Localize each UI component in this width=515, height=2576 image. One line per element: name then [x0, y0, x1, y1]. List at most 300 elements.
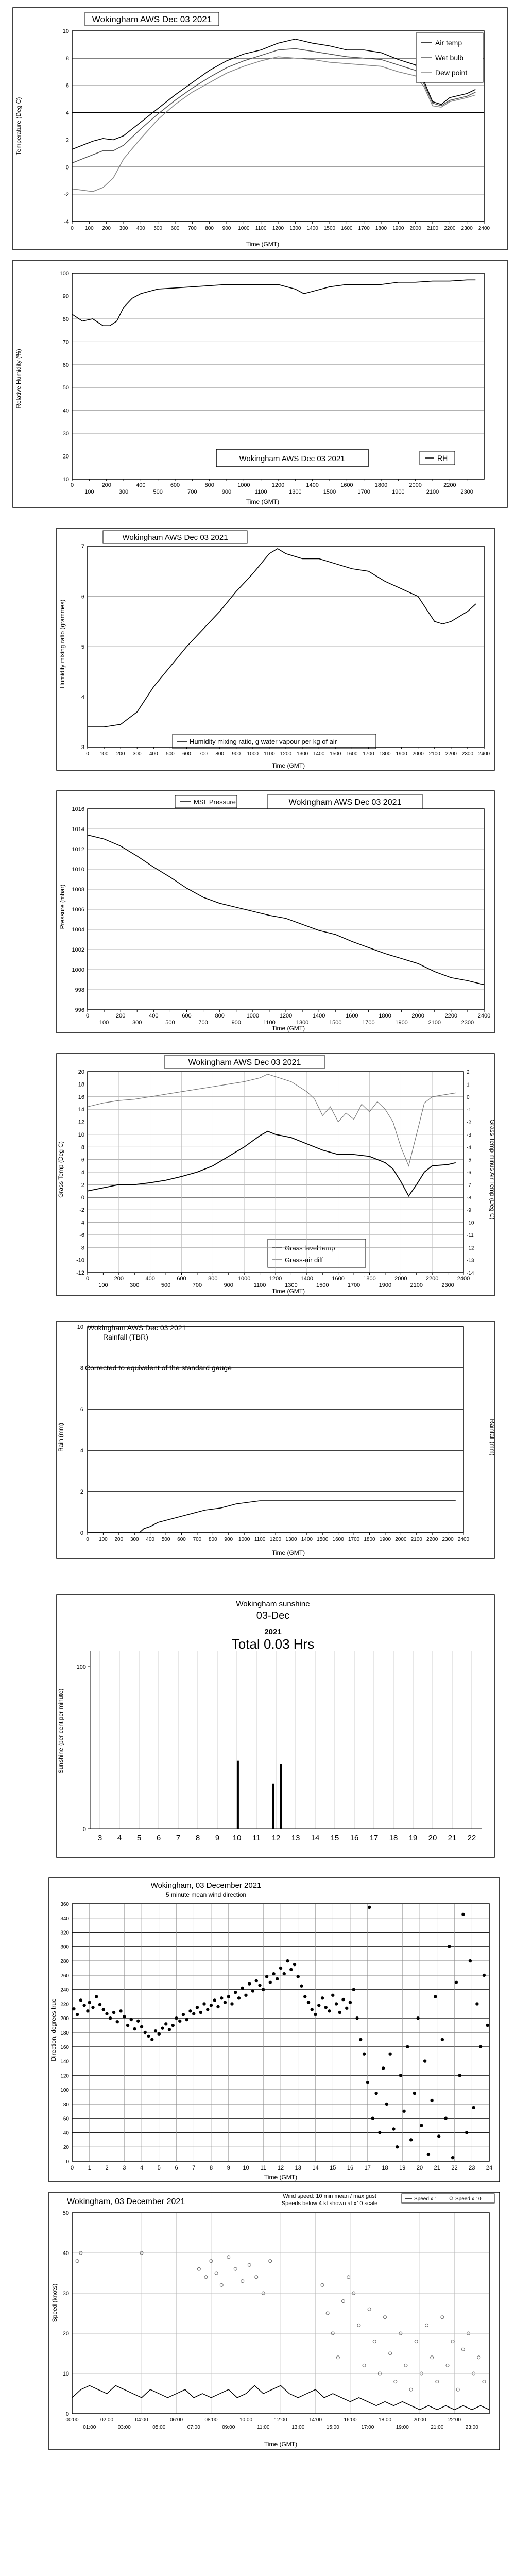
x-tick-label: 1300 [296, 1020, 309, 1026]
x-tick-label: 800 [208, 1276, 218, 1282]
y-tick-label: 220 [60, 2002, 69, 2008]
direction-point [185, 2018, 188, 2021]
x-tick-label: 1800 [364, 1537, 375, 1543]
x-tick-label: 1300 [289, 489, 302, 495]
x-tick-label: 2200 [425, 1276, 439, 1282]
y-tick-label: 280 [60, 1959, 69, 1965]
y-tick-label: 200 [60, 2016, 69, 2022]
x-tick-label: 1600 [332, 1537, 344, 1543]
direction-point [479, 2045, 482, 2048]
direction-point [227, 1995, 230, 1998]
x-tick-label: 7 [176, 1834, 181, 1842]
x-tick-label: 200 [101, 482, 111, 488]
x-tick-label: 900 [221, 489, 232, 495]
x-tick-label: 6 [156, 1834, 161, 1842]
y-tick-label: 10 [78, 1131, 84, 1138]
x-axis-label: Time (GMT) [264, 2441, 298, 2448]
x-tick-label: 1800 [375, 226, 387, 231]
direction-point [279, 1967, 282, 1970]
x-tick-label: 1300 [289, 226, 301, 231]
x-tick-label: 16 [350, 1834, 359, 1842]
direction-point [79, 1998, 82, 2002]
x-tick-label: 1600 [346, 751, 358, 757]
x-tick-label: 2300 [460, 489, 473, 495]
y-tick-label: 4 [81, 1170, 84, 1176]
direction-point [469, 1959, 472, 1962]
direction-point [136, 2020, 140, 2023]
x-tick-label: 19:00 [396, 2425, 409, 2430]
x-tick-label: 400 [149, 1013, 159, 1019]
x-tick-label: 1200 [272, 226, 284, 231]
x-tick-label: 2100 [410, 1282, 423, 1289]
y-tick-label: 996 [75, 1007, 84, 1013]
x-tick-label: 500 [153, 226, 163, 231]
x-tick-label: 1900 [392, 489, 405, 495]
x-tick-label: 19 [399, 2165, 406, 2171]
chart-date: 03-Dec [256, 1610, 290, 1621]
legend-mixing-ratio: Humidity mixing ratio, g water vapour per kg of air [190, 738, 337, 745]
direction-point [175, 2016, 178, 2020]
y-tick-label: 8 [65, 55, 69, 62]
direction-point [286, 1959, 289, 1962]
x-tick-label: 1400 [306, 482, 319, 488]
direction-point [331, 1994, 334, 1997]
y-right-tick-label: -1 [467, 1107, 471, 1113]
x-tick-label: 07:00 [187, 2425, 200, 2430]
direction-point [196, 2006, 199, 2009]
pressure-chart [0, 788, 515, 1036]
chart-title: Wokingham, 03 December 2021 [150, 1881, 262, 1890]
x-tick-label: 2000 [409, 482, 422, 488]
x-tick-label: 1200 [271, 482, 285, 488]
mixing-ratio-chart [0, 526, 515, 773]
x-tick-label: 0 [86, 1537, 89, 1543]
y-tick-label: 2 [81, 1182, 84, 1189]
y-tick-label: 8 [80, 1365, 83, 1371]
mixing-ratio-panel [0, 526, 515, 773]
x-tick-label: 20 [416, 2165, 423, 2171]
direction-point [248, 1982, 251, 1985]
direction-point [244, 1994, 247, 1997]
direction-point [363, 2052, 366, 2055]
y-tick-label: -4 [79, 1219, 84, 1226]
x-tick-label: 100 [84, 489, 94, 495]
x-tick-label: 1500 [317, 1537, 329, 1543]
direction-point [144, 2031, 147, 2034]
direction-point [388, 2052, 391, 2055]
direction-point [359, 2038, 362, 2041]
x-tick-label: 1400 [301, 1537, 313, 1543]
x-tick-label: 4 [140, 2165, 144, 2171]
y-tick-label: 0 [66, 2159, 69, 2165]
legend-grass-air-diff: Grass-air diff [285, 1256, 323, 1264]
direction-point [76, 2013, 79, 2016]
direction-point [423, 2059, 426, 2062]
direction-point [451, 2156, 454, 2159]
y-tick-label: 360 [60, 1902, 69, 1907]
x-tick-label: 1500 [329, 1020, 342, 1026]
y-tick-label: 1010 [72, 867, 84, 873]
direction-point [154, 2029, 157, 2032]
y-tick-label: -2 [79, 1207, 84, 1214]
chart-border [13, 260, 507, 507]
x-tick-label: 2300 [442, 1537, 454, 1543]
y-tick-label: 40 [62, 408, 69, 414]
y-tick-label: 120 [60, 2073, 69, 2079]
direction-point [437, 2134, 440, 2138]
x-tick-label: 06:00 [169, 2417, 183, 2423]
y-tick-label: 998 [75, 987, 84, 993]
x-tick-label: 21 [434, 2165, 440, 2171]
y-tick-label: 20 [78, 1069, 84, 1075]
x-tick-label: 08:00 [204, 2417, 218, 2423]
y-right-tick-label: -9 [467, 1208, 471, 1214]
direction-point [150, 2038, 153, 2041]
y-axis-label: Temperature (Deg C) [15, 97, 22, 156]
x-tick-label: 600 [170, 226, 180, 231]
x-tick-label: 2400 [457, 1537, 470, 1543]
x-tick-label: 1600 [341, 226, 353, 231]
direction-point [448, 1945, 451, 1948]
x-tick-label: 900 [224, 1282, 233, 1289]
x-tick-label: 1800 [379, 1013, 391, 1019]
direction-point [251, 1989, 254, 1992]
y-tick-label: 6 [65, 82, 69, 89]
x-tick-label: 22 [467, 1834, 476, 1842]
direction-point [430, 2099, 433, 2102]
direction-point [258, 1984, 261, 1987]
y-tick-label: -10 [76, 1257, 84, 1264]
y-right-tick-label: -10 [467, 1220, 474, 1226]
x-tick-label: 1200 [269, 1537, 282, 1543]
y-tick-label: 20 [62, 453, 69, 460]
y-right-tick-label: -5 [467, 1157, 471, 1163]
y-tick-label: 50 [62, 385, 69, 392]
y-tick-label: 1014 [72, 826, 84, 833]
humidity-panel [0, 258, 515, 510]
x-tick-label: 2100 [426, 489, 439, 495]
y-tick-label: 40 [63, 2130, 69, 2137]
x-tick-label: 15 [330, 1834, 339, 1842]
x-tick-label: 2400 [478, 226, 490, 231]
x-tick-label: 2100 [428, 1020, 441, 1026]
x-axis-label: Time (GMT) [264, 2174, 298, 2181]
grass-temp-chart [0, 1051, 515, 1298]
direction-point [105, 2012, 108, 2015]
x-tick-label: 1700 [363, 751, 374, 757]
y-right-tick-label: -7 [467, 1182, 471, 1189]
x-tick-label: 500 [165, 1020, 175, 1026]
direction-point [206, 2008, 209, 2011]
x-tick-label: 7 [192, 2165, 196, 2171]
chart-annotation: Corrected to equivalent of the standard gauge [85, 1364, 232, 1372]
x-tick-label: 3 [123, 2165, 126, 2171]
x-tick-label: 1700 [358, 226, 370, 231]
x-tick-label: 00:00 [65, 2417, 79, 2423]
direction-point [272, 1972, 275, 1975]
x-tick-label: 22 [451, 2165, 458, 2171]
y-tick-label: 180 [60, 2030, 69, 2036]
direction-point [335, 2002, 338, 2005]
direction-point [349, 2001, 352, 2004]
x-tick-label: 600 [182, 751, 191, 757]
x-tick-label: 20:00 [413, 2417, 426, 2423]
y-tick-label: 80 [62, 316, 69, 323]
y-tick-label: 20 [63, 2145, 69, 2151]
direction-point [202, 2002, 205, 2005]
x-tick-label: 18:00 [378, 2417, 392, 2423]
y-tick-label: -4 [64, 219, 69, 225]
direction-point [216, 2005, 219, 2008]
direction-point [230, 2002, 233, 2005]
direction-point [475, 2002, 478, 2005]
x-tick-label: 300 [130, 1282, 140, 1289]
x-tick-label: 500 [161, 1537, 170, 1543]
y-tick-label: 4 [81, 694, 84, 701]
x-tick-label: 13:00 [291, 2425, 305, 2430]
x-tick-label: 1900 [392, 226, 404, 231]
direction-point [345, 2007, 348, 2010]
direction-point [382, 2066, 385, 2070]
x-tick-label: 100 [99, 1020, 109, 1026]
y-tick-label: 10 [62, 477, 69, 483]
direction-point [171, 2024, 175, 2027]
y-right-tick-label: -3 [467, 1132, 471, 1138]
x-tick-label: 1700 [362, 1020, 375, 1026]
x-tick-label: 900 [224, 1537, 233, 1543]
direction-point [276, 1977, 279, 1980]
x-tick-label: 900 [232, 751, 241, 757]
x-tick-label: 2000 [412, 751, 424, 757]
y-tick-label: 1004 [72, 927, 84, 933]
direction-point [140, 2025, 143, 2028]
direction-point [311, 2008, 314, 2011]
x-axis-label: Time (GMT) [246, 241, 280, 248]
direction-point [461, 1913, 465, 1916]
direction-point [158, 2032, 161, 2036]
x-tick-label: 300 [119, 226, 128, 231]
y-tick-label: 10 [62, 2371, 69, 2377]
x-tick-label: 18 [382, 2165, 388, 2171]
direction-point [126, 2024, 129, 2027]
direction-point [303, 1995, 306, 1998]
x-tick-label: 700 [193, 1537, 202, 1543]
legend-rh: RH [437, 454, 448, 462]
grass-temp-panel [0, 1051, 515, 1298]
direction-point [317, 2004, 320, 2007]
legend-grass-level-temp: Grass level temp [285, 1244, 335, 1252]
direction-point [241, 1987, 244, 1990]
y-tick-label: 16 [78, 1094, 84, 1100]
y-tick-label: 14 [78, 1107, 84, 1113]
x-tick-label: 400 [136, 226, 145, 231]
y-tick-label: -8 [79, 1245, 84, 1251]
y-axis-label: Direction, degrees true [50, 1998, 57, 2061]
x-tick-label: 24 [486, 2165, 493, 2171]
y-tick-label: 300 [60, 1944, 69, 1951]
x-tick-label: 1300 [285, 1282, 298, 1289]
chart-title: Wokingham AWS Dec 03 2021 [88, 1324, 186, 1332]
temperature-panel [0, 5, 515, 252]
x-tick-label: 1000 [246, 1013, 260, 1019]
x-tick-label: 2100 [410, 1537, 422, 1543]
y-tick-label: 12 [78, 1119, 84, 1126]
x-tick-label: 1200 [279, 1013, 293, 1019]
y-tick-label: 50 [62, 2210, 69, 2216]
chart-subtitle-2: Speeds below 4 kt shown at x10 scale [281, 2200, 378, 2207]
x-tick-label: 01:00 [83, 2425, 96, 2430]
x-axis-label: Time (GMT) [271, 762, 305, 769]
x-tick-label: 0 [71, 226, 74, 231]
y-right-tick-label: -6 [467, 1170, 471, 1176]
x-tick-label: 1400 [306, 226, 318, 231]
x-tick-label: 500 [166, 751, 175, 757]
y-axis-label: Sunshine (per cent per minute) [57, 1688, 64, 1774]
chart-border [57, 1321, 494, 1558]
x-tick-label: 22:00 [448, 2417, 461, 2423]
direction-point [199, 2011, 202, 2014]
direction-point [399, 2074, 402, 2077]
y-tick-label: 90 [62, 293, 69, 300]
chart-total: Total 0.03 Hrs [231, 1636, 315, 1652]
x-tick-label: 16:00 [344, 2417, 357, 2423]
y-right-tick-label: 2 [467, 1070, 470, 1075]
direction-point [441, 2038, 444, 2041]
x-tick-label: 1900 [396, 751, 407, 757]
y-tick-label: 340 [60, 1916, 69, 1922]
x-tick-label: 100 [99, 1537, 108, 1543]
x-tick-label: 1500 [323, 226, 336, 231]
x-tick-label: 2400 [478, 751, 490, 757]
pressure-panel [0, 788, 515, 1036]
x-tick-label: 600 [182, 1013, 192, 1019]
x-tick-label: 800 [208, 1537, 217, 1543]
chart-subtitle: Wind speed: 10 min mean / max gust [283, 2193, 376, 2199]
legend-speed-x10: Speed x 10 [455, 2196, 482, 2202]
x-tick-label: 09:00 [222, 2425, 235, 2430]
direction-point [366, 2081, 369, 2084]
y-tick-label: 0 [82, 1826, 86, 1833]
x-tick-label: 2200 [445, 751, 457, 757]
chart-title: Wokingham sunshine [236, 1600, 310, 1608]
direction-point [352, 1988, 355, 1991]
direction-point [392, 2127, 395, 2130]
y-axis-label: Speed (knots) [51, 2283, 58, 2323]
x-tick-label: 2300 [461, 751, 474, 757]
x-tick-label: 200 [115, 1013, 126, 1019]
x-tick-label: 1500 [330, 751, 341, 757]
x-tick-label: 23:00 [465, 2425, 478, 2430]
direction-point [82, 2004, 85, 2007]
direction-point [178, 2020, 181, 2023]
x-axis-label: Time (GMT) [271, 1549, 305, 1556]
y-axis-label: Pressure (mbar) [59, 884, 66, 929]
x-tick-label: 0 [70, 2165, 74, 2171]
y-tick-label: 1000 [72, 967, 84, 973]
direction-point [182, 2013, 185, 2016]
x-tick-label: 6 [175, 2165, 178, 2171]
y-tick-label: 60 [63, 2116, 69, 2122]
y-tick-label: 100 [60, 2088, 69, 2094]
x-tick-label: 2100 [426, 226, 439, 231]
x-tick-label: 2300 [461, 226, 473, 231]
direction-point [109, 2016, 112, 2020]
x-tick-label: 2200 [444, 226, 456, 231]
chart-title: Wokingham, 03 December 2021 [67, 2197, 185, 2206]
x-axis-label: Time (GMT) [271, 1287, 305, 1295]
x-tick-label: 800 [204, 482, 214, 488]
x-tick-label: 1000 [238, 226, 250, 231]
x-tick-label: 1600 [346, 1013, 358, 1019]
x-tick-label: 400 [136, 482, 146, 488]
wind-direction-chart [0, 1875, 515, 2184]
x-tick-label: 700 [199, 751, 208, 757]
x-tick-label: 1100 [253, 1282, 266, 1289]
sunshine-bar [280, 1764, 282, 1829]
direction-point [98, 2003, 101, 2006]
y-tick-label: 60 [62, 362, 69, 368]
x-tick-label: 300 [130, 1537, 139, 1543]
direction-point [86, 2009, 89, 2012]
x-tick-label: 17:00 [361, 2425, 374, 2430]
x-tick-label: 9 [215, 1834, 220, 1842]
x-tick-label: 2000 [394, 1276, 407, 1282]
y-right-tick-label: 0 [467, 1094, 470, 1100]
y-tick-label: 1008 [72, 887, 84, 893]
direction-point [168, 2028, 171, 2031]
direction-point [220, 1996, 223, 1999]
x-tick-label: 400 [149, 751, 158, 757]
wind-speed-chart [0, 2190, 515, 2452]
direction-point [406, 2045, 409, 2048]
x-tick-label: 1100 [254, 489, 267, 495]
x-tick-label: 1700 [347, 1282, 360, 1289]
y-right-tick-label: -8 [467, 1195, 471, 1201]
direction-point [378, 2131, 381, 2134]
x-tick-label: 300 [118, 489, 129, 495]
y-axis-label: Grass Temp (Deg C) [57, 1141, 64, 1198]
x-tick-label: 800 [215, 1013, 225, 1019]
x-tick-label: 11 [260, 2165, 266, 2171]
x-tick-label: 1400 [313, 751, 325, 757]
x-tick-label: 18 [389, 1834, 398, 1842]
direction-point [374, 2092, 377, 2095]
x-tick-label: 2200 [444, 1013, 458, 1019]
x-tick-label: 700 [192, 1282, 202, 1289]
chart-border [49, 1878, 500, 2182]
x-tick-label: 1900 [379, 1537, 391, 1543]
y-tick-label: 7 [81, 544, 84, 550]
x-tick-label: 2400 [477, 1013, 491, 1019]
y-tick-label: 80 [63, 2102, 69, 2108]
sunshine-chart [0, 1592, 515, 1860]
x-tick-label: 300 [132, 751, 142, 757]
direction-point [192, 2012, 195, 2015]
direction-point [416, 2016, 419, 2020]
chart-title: Wokingham AWS Dec 03 2021 [239, 454, 345, 463]
y-tick-label: 240 [60, 1987, 69, 1993]
direction-point [289, 1968, 293, 1971]
rainfall-panel [0, 1319, 515, 1561]
x-tick-label: 800 [215, 751, 225, 757]
x-tick-label: 600 [170, 482, 180, 488]
direction-point [355, 2016, 358, 2020]
x-tick-label: 0 [70, 482, 74, 488]
y-tick-label: 0 [80, 1530, 83, 1536]
y-tick-label: 10 [77, 1324, 83, 1330]
humidity-chart [0, 258, 515, 510]
direction-point [465, 2131, 468, 2134]
